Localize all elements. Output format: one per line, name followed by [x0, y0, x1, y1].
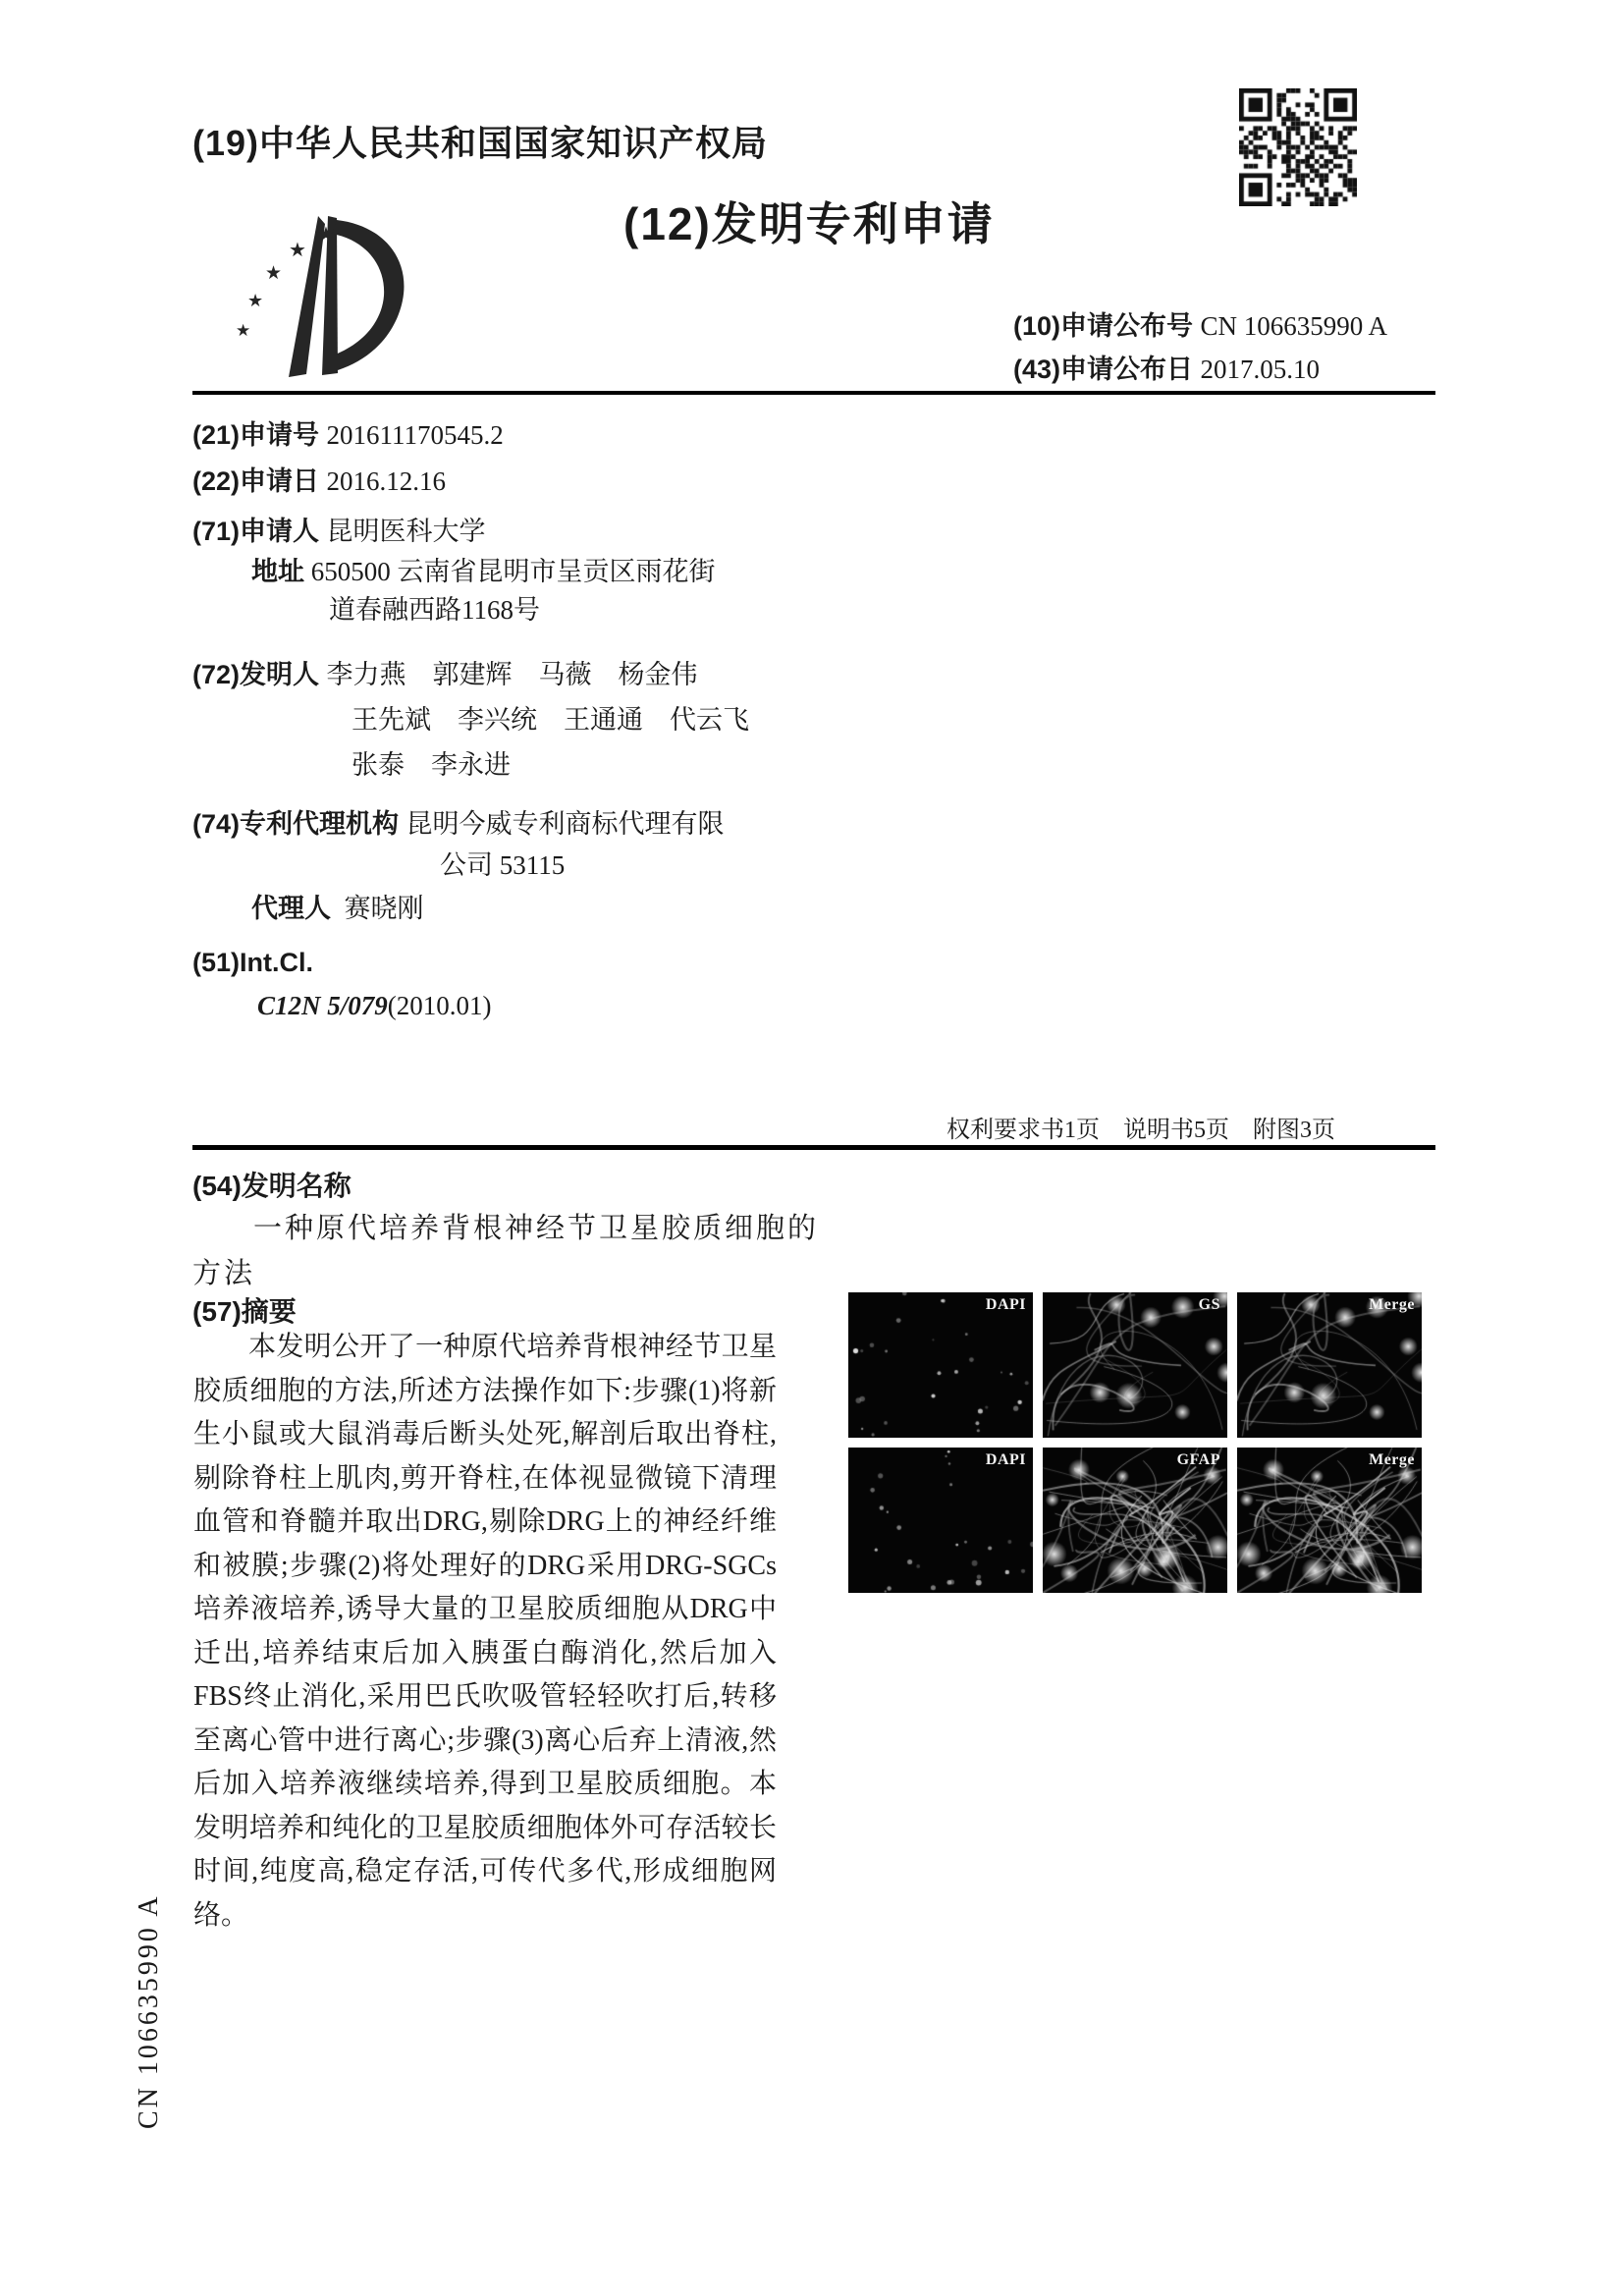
star-icon: ★: [289, 240, 306, 261]
panel-label: GFAP: [1176, 1451, 1220, 1468]
inventors-label: (72)发明人: [192, 660, 327, 689]
document-type-title: (12)发明专利申请: [623, 198, 995, 249]
application-number-value: 201611170545.2: [326, 420, 504, 450]
filing-date-row: [192, 465, 446, 498]
filing-date-value: 2016.12.16: [326, 466, 447, 496]
inventors-row: [192, 658, 698, 691]
micrograph-panel-gfap-r2: [1043, 1448, 1227, 1593]
invention-title-label: (54)发明名称: [192, 1171, 351, 1201]
filing-date-label: (22)申请日: [192, 466, 327, 496]
address-row: [251, 555, 716, 588]
figure-grid: [848, 1292, 1426, 1593]
publication-date-value: 2017.05.10: [1200, 355, 1321, 384]
micrograph-image: [1237, 1292, 1422, 1438]
int-cl-label: (51)Int.Cl.: [192, 948, 314, 977]
panel-label: GS: [1198, 1296, 1220, 1313]
agent-label: 代理人: [251, 894, 331, 923]
micrograph-image: [848, 1448, 1033, 1593]
address-label: 地址: [251, 557, 304, 586]
section-divider: [192, 1145, 1435, 1150]
int-cl-class: C12N 5/079: [257, 991, 388, 1020]
panel-label: Merge: [1369, 1451, 1415, 1468]
agency-name-line1: 昆明今威专利商标代理有限: [406, 809, 725, 839]
micrograph-image: [1043, 1292, 1227, 1438]
publication-number: [1013, 304, 1387, 343]
applicant-value: 昆明医科大学: [326, 517, 486, 546]
micrograph-panel-gs-r1: [1043, 1292, 1227, 1438]
star-icon: ★: [247, 291, 264, 310]
agency-label: (74)专利代理机构: [192, 809, 406, 839]
agency-row: [192, 807, 725, 841]
address-line1: 650500 云南省昆明市呈贡区雨花街: [310, 557, 716, 586]
applicant-row: [192, 515, 486, 548]
application-number-label: (21)申请号: [192, 420, 327, 450]
address-line2: 道春融西路1168号: [329, 595, 540, 625]
invention-title-line2: 方法: [192, 1258, 256, 1289]
panel-label: DAPI: [985, 1296, 1026, 1313]
micrograph-panel-merge-r2: [1237, 1448, 1422, 1593]
inventors-line3: 张泰 李永进: [351, 750, 511, 780]
agent-value: 赛晓刚: [344, 894, 424, 923]
panel-label: Merge: [1369, 1296, 1415, 1313]
side-publication-code: CN 106635990 A: [134, 1893, 164, 2129]
micrograph-image: [1043, 1448, 1227, 1593]
qr-code-icon: [1239, 88, 1357, 206]
star-icon: ★: [317, 224, 335, 246]
agency-name-line2: 公司 53115: [440, 850, 566, 880]
agent-row: [251, 892, 424, 925]
micrograph-image: [1237, 1448, 1422, 1593]
application-number-row: [192, 418, 504, 452]
micrograph-panel-dapi-r2: [848, 1448, 1033, 1593]
applicant-label: (71)申请人: [192, 517, 327, 546]
pages-summary: 权利要求书1页 说明书5页 附图3页: [946, 1118, 1335, 1143]
star-icon: ★: [265, 263, 283, 284]
abstract-label: (57)摘要: [192, 1296, 297, 1327]
micrograph-image: [848, 1292, 1033, 1438]
micrograph-panel-dapi-r1: [848, 1292, 1033, 1438]
micrograph-panel-merge-r1: [1237, 1292, 1422, 1438]
abstract-text: 本发明公开了一种原代培养背根神经节卫星胶质细胞的方法,所述方法操作如下:步骤(1)将新生小鼠或大鼠消毒后断头处死,解剖后取出脊柱,剔除脊柱上肌肉,剪开脊柱,在体视显微镜下清理血管和脊髓并取出DRG,剔除DRG上的神经纤维和被膜;步骤(2)将处理好的DRG采用DRG-SGCs培养液培养,诱导大量的卫星胶质细胞从DRG中迁出,培养结束后加入胰蛋白酶消化,然后加入FBS终止消化,采用巴氏吹吸管轻轻吹打后,转移至离心管中进行离心;步骤(3)离心后弃上清液,然后加入培养液继续培养,得到卫星胶质细胞。本发明培养和纯化的卫星胶质细胞体外可存活较长时间,纯度高,稳定存活,可传代多代,形成细胞网络。: [193, 1332, 777, 1931]
invention-title-line1: 一种原代培养背根神经节卫星胶质细胞的: [253, 1213, 820, 1244]
cnipa-emblem-logo: [224, 210, 420, 389]
inventors-line1: 李力燕 郭建辉 马薇 杨金伟: [326, 660, 698, 689]
issuing-office: (19)中华人民共和国国家知识产权局: [192, 123, 769, 163]
publication-number-value: CN 106635990 A: [1200, 311, 1388, 341]
star-icon: ★: [236, 321, 251, 340]
inventors-line2: 王先斌 李兴统 王通通 代云飞: [351, 705, 749, 735]
panel-label: DAPI: [985, 1451, 1026, 1468]
publication-date-label: (43)申请公布日: [1013, 355, 1201, 384]
header-divider: [192, 391, 1435, 395]
publication-number-label: (10)申请公布号: [1013, 311, 1201, 341]
publication-date: [1013, 348, 1320, 386]
int-cl-version: (2010.01): [387, 991, 492, 1020]
int-cl-class-row: [257, 989, 492, 1022]
